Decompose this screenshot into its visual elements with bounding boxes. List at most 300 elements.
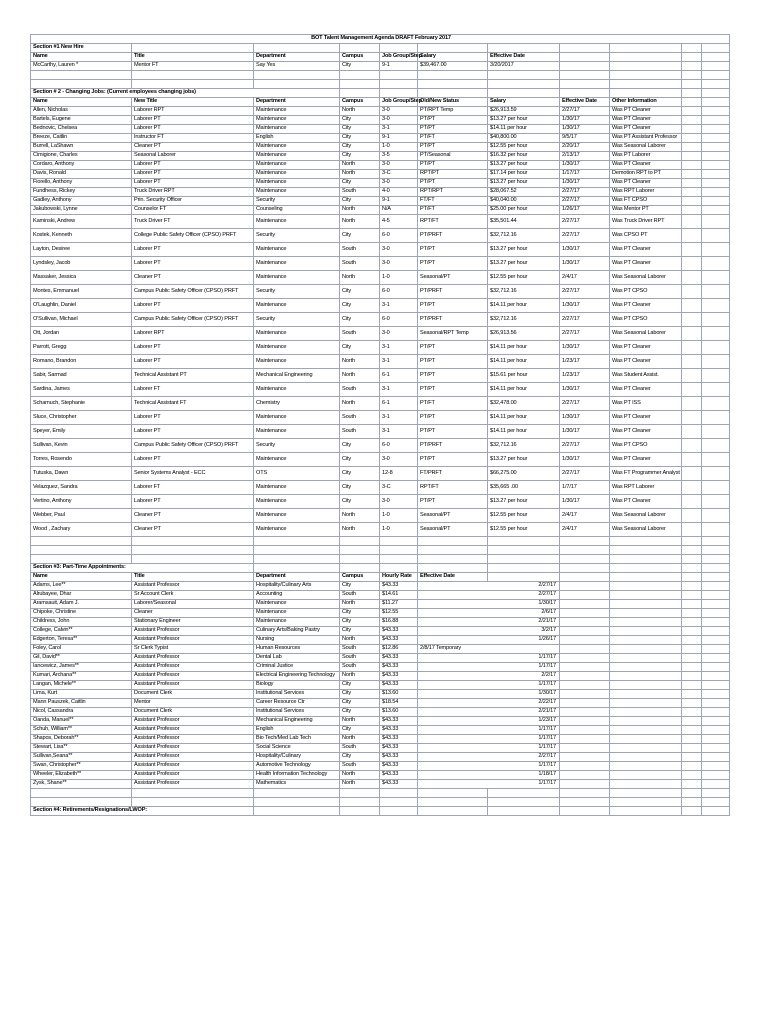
table-cell: Assistant Professor [132,762,254,771]
table-row [31,143,730,152]
table-cell: Aramsauit, Adam J. [31,600,132,609]
table-cell: City [340,62,380,71]
table-cell: 3-C [380,170,418,179]
table-cell: Maintenance [254,411,340,425]
table-cell: Allen, Nicholas [31,107,132,116]
empty-cell [610,71,682,80]
table-cell: Assistant Professor [132,627,254,636]
empty-cell [560,735,610,744]
table-cell: $35,665 .00 [488,481,560,495]
spreadsheet [30,34,729,816]
empty-cell [682,53,702,62]
empty-cell [702,600,730,609]
empty-cell [610,53,682,62]
table-cell: 2/21/17 [418,618,560,627]
table-cell: South [340,243,380,257]
table-cell: $35,501.44 [488,215,560,229]
table-cell: 1/7/17 [560,481,610,495]
table-cell: 1/30/17 [560,453,610,467]
table-cell: 3-1 [380,411,418,425]
empty-cell [488,564,560,573]
table-cell: $12.55 per hour [488,143,560,152]
table-cell: 6-0 [380,285,418,299]
empty-cell [132,555,254,564]
table-cell: Kumari, Archana** [31,672,132,681]
empty-cell [702,762,730,771]
table-cell: Laborer PT [132,341,254,355]
empty-cell [610,726,682,735]
table-cell: South [340,425,380,439]
table-cell: Dental Lab [254,654,340,663]
empty-cell [682,735,702,744]
empty-cell [610,600,682,609]
column-header: Job Group/Step [380,98,418,107]
table-cell: Maintenance [254,179,340,188]
table-row [31,453,730,467]
table-cell: Senior Systems Analyst - ECC [132,467,254,481]
table-cell: RPT/RPT [418,188,488,197]
table-row [31,299,730,313]
table-cell: Mann Pauszek, Caitlin [31,699,132,708]
table-cell: South [340,411,380,425]
table-cell: $32,478.00 [488,397,560,411]
table-cell: $32,712.16 [488,229,560,243]
empty-cell [610,753,682,762]
table-cell: Institutional Services [254,708,340,717]
table-cell: 3-0 [380,257,418,271]
table-cell: N/A [380,206,418,215]
empty-cell [254,71,340,80]
table-cell: $43.33 [380,672,418,681]
table-cell: Sardina, James [31,383,132,397]
table-cell: Maintenance [254,481,340,495]
empty-cell [702,327,730,341]
table-cell: North [340,107,380,116]
table-cell: Laborer PT [132,425,254,439]
table-cell: Lima, Kurt [31,690,132,699]
table-row [31,663,730,672]
table-cell: City [340,618,380,627]
table-cell: 2/27/17 [560,397,610,411]
table-cell: Fundhess, Rickey [31,188,132,197]
empty-cell [702,197,730,206]
empty-cell [682,537,702,546]
table-cell: $43.33 [380,753,418,762]
empty-cell [702,453,730,467]
empty-cell [610,654,682,663]
table-cell: PT/PT [418,411,488,425]
table-cell: O'Sullivan, Michael [31,313,132,327]
table-cell: City [340,609,380,618]
table-cell: Ott, Jordan [31,327,132,341]
table-cell: 1/30/17 [560,257,610,271]
empty-cell [682,453,702,467]
empty-cell [560,726,610,735]
table-cell: Health Information Technology [254,771,340,780]
table-cell: 1-0 [380,143,418,152]
empty-cell [702,89,730,98]
table-cell: Laborer PT [132,355,254,369]
empty-cell [702,152,730,161]
empty-cell [380,71,418,80]
table-cell: Chipoke, Christine [31,609,132,618]
empty-cell [682,717,702,726]
empty-cell [610,591,682,600]
empty-cell [488,546,560,555]
table-cell: Seasonal/PT [418,271,488,285]
table-cell: Assistant Professor [132,753,254,762]
table-cell: 1/17/17 [418,663,560,672]
empty-cell [682,600,702,609]
empty-cell [340,71,380,80]
table-row [31,170,730,179]
table-row [31,206,730,215]
table-cell: 1/23/17 [560,355,610,369]
empty-cell [682,690,702,699]
table-cell: RPT/PT [418,170,488,179]
column-header: Job Group/Step [380,53,418,62]
table-cell: Tutuska, Dawn [31,467,132,481]
table-cell: Jakubowski, Lynne [31,206,132,215]
table-cell: Cleaner PT [132,523,254,537]
column-header: New Title [132,98,254,107]
table-cell: Was Truck Driver RPT [610,215,682,229]
table-cell: Maintenance [254,355,340,369]
empty-cell [488,573,560,582]
blank-row [31,71,730,80]
table-cell: 2/2/17 [418,672,560,681]
table-cell: Breeze, Caitlin [31,134,132,143]
table-cell: PT/PRFT [418,229,488,243]
table-cell: Was PT Assistant Professor [610,134,682,143]
empty-cell [610,546,682,555]
table-cell: City [340,134,380,143]
empty-cell [610,789,682,798]
table-cell: Laborer PT [132,161,254,170]
empty-cell [682,313,702,327]
table-cell: PT/Seasonal [418,152,488,161]
column-header: Name [31,573,132,582]
table-cell: 2/27/17 [560,197,610,206]
table-cell: Assistant Professor [132,717,254,726]
empty-cell [610,708,682,717]
table-cell: Burrell, LaShawn [31,143,132,152]
table-cell: 12-8 [380,467,418,481]
empty-cell [380,564,418,573]
table-cell: Cleaner PT [132,271,254,285]
table-cell: $43.33 [380,663,418,672]
table-cell: 3-1 [380,355,418,369]
empty-cell [340,89,380,98]
table-cell: Seasonal/RPT Temp [418,327,488,341]
table-cell: 2/27/17 [560,439,610,453]
empty-cell [560,546,610,555]
empty-cell [682,699,702,708]
table-row [31,523,730,537]
table-row [31,618,730,627]
table-cell: 3-1 [380,425,418,439]
table-cell: $43.33 [380,771,418,780]
empty-cell [610,690,682,699]
table-cell: Assistant Professor [132,582,254,591]
empty-cell [560,681,610,690]
table-cell: Mechanical Engineering [254,369,340,383]
empty-cell [682,71,702,80]
empty-cell [682,152,702,161]
empty-cell [702,753,730,762]
table-cell: 3-0 [380,161,418,170]
table-cell: 3-0 [380,327,418,341]
empty-cell [560,645,610,654]
table-row [31,439,730,453]
table-cell: City [340,125,380,134]
empty-cell [31,71,132,80]
empty-cell [682,481,702,495]
empty-cell [610,807,682,816]
empty-cell [560,62,610,71]
empty-cell [702,798,730,807]
table-cell: Maintenance [254,243,340,257]
table-row [31,341,730,355]
empty-cell [702,509,730,523]
blank-row [31,798,730,807]
table-cell: Hospitality/Culinary Arts [254,582,340,591]
table-cell: 3-1 [380,125,418,134]
empty-cell [418,798,488,807]
table-cell: Stewart, Lisa** [31,744,132,753]
empty-cell [610,582,682,591]
table-row [31,229,730,243]
table-cell: Sr Account Clerk [132,591,254,600]
table-cell: Was PT Cleaner [610,425,682,439]
table-cell: Adams, Lee** [31,582,132,591]
table-cell: Sabir, Sarmad [31,369,132,383]
table-cell: 2/4/17 [560,523,610,537]
table-cell: City [340,285,380,299]
table-cell: 1/17/17 [418,735,560,744]
table-cell: 4-0 [380,188,418,197]
table-cell: $14.61 [380,591,418,600]
table-cell: English [254,726,340,735]
header-row [31,573,730,582]
table-row [31,591,730,600]
table-cell: Campus Public Safety Officer (CPSO) PRFT [132,313,254,327]
empty-cell [418,89,488,98]
table-cell: Document Clerk [132,690,254,699]
empty-cell [682,753,702,762]
table-cell: 2/27/17 [418,582,560,591]
table-cell: Wood , Zachary [31,523,132,537]
table-cell: Was PT Cleaner [610,243,682,257]
table-row [31,257,730,271]
empty-cell [418,564,488,573]
empty-cell [560,44,610,53]
table-cell: Oanda, Manuel** [31,717,132,726]
empty-cell [610,699,682,708]
empty-cell [702,690,730,699]
table-cell: Lyndsley, Jacob [31,257,132,271]
table-cell: Was PT Cleaner [610,411,682,425]
empty-cell [702,744,730,753]
empty-cell [682,663,702,672]
empty-cell [702,726,730,735]
table-cell: 3-1 [380,383,418,397]
empty-cell [610,798,682,807]
empty-cell [610,62,682,71]
empty-cell [682,134,702,143]
table-cell: PT/PT [418,179,488,188]
table-cell: PT/PT [418,341,488,355]
empty-cell [682,771,702,780]
table-cell: Maintenance [254,257,340,271]
empty-cell [682,355,702,369]
empty-cell [610,672,682,681]
column-header: Salary [488,98,560,107]
table-cell: Laborer PT [132,495,254,509]
empty-cell [132,537,254,546]
table-cell: $13.60 [380,708,418,717]
table-cell: Childress, John [31,618,132,627]
empty-cell [682,762,702,771]
table-cell: Was PT Cleaner [610,179,682,188]
empty-cell [682,564,702,573]
empty-cell [682,609,702,618]
table-cell: Assistant Professor [132,681,254,690]
empty-cell [560,753,610,762]
table-cell: $16.32 per hour [488,152,560,161]
table-cell: FT/PRFT [418,467,488,481]
table-cell: McCarthy, Lauren * [31,62,132,71]
empty-cell [560,663,610,672]
table-cell: 2/27/17 [418,591,560,600]
empty-cell [380,89,418,98]
empty-cell [682,789,702,798]
empty-cell [702,313,730,327]
empty-cell [682,807,702,816]
empty-cell [682,726,702,735]
empty-cell [682,107,702,116]
empty-cell [702,383,730,397]
empty-cell [702,523,730,537]
table-cell: 3-0 [380,495,418,509]
table-cell: Kaminski, Andrew [31,215,132,229]
table-cell: Sluce, Christopher [31,411,132,425]
empty-cell [254,537,340,546]
table-cell: $40,040.00 [488,197,560,206]
column-header: Campus [340,98,380,107]
empty-cell [418,789,488,798]
empty-cell [682,618,702,627]
empty-cell [254,555,340,564]
table-cell: Layton, Desiree [31,243,132,257]
table-cell: $40,800.00 [488,134,560,143]
table-cell: Was Mentor PT [610,206,682,215]
table-cell: Was PT Cleaner [610,299,682,313]
table-cell: North [340,600,380,609]
table-cell: Cleaner PT [132,509,254,523]
table-cell: North [340,215,380,229]
section-label-row [31,564,730,573]
empty-cell [702,672,730,681]
empty-cell [682,645,702,654]
empty-cell [560,690,610,699]
empty-cell [560,807,610,816]
table-row [31,215,730,229]
table-cell: $43.33 [380,735,418,744]
empty-cell [31,789,132,798]
empty-cell [560,591,610,600]
table-row [31,179,730,188]
empty-cell [702,206,730,215]
empty-cell [560,771,610,780]
table-cell: 3-0 [380,116,418,125]
empty-cell [702,573,730,582]
table-cell: 3-0 [380,453,418,467]
empty-cell [702,708,730,717]
table-cell: PT/PT [418,383,488,397]
header-row [31,53,730,62]
table-cell: 1/23/17 [560,369,610,383]
table-cell: Was Seasonal Laborer [610,143,682,152]
table-cell: PT/PT [418,243,488,257]
table-cell: 9-1 [380,197,418,206]
table-cell: Bednovic, Chelsea [31,125,132,134]
table-cell: Assistant Professor [132,744,254,753]
table-cell: 1-0 [380,509,418,523]
table-cell: Laborer FT [132,481,254,495]
empty-cell [380,798,418,807]
table-cell: 1/30/17 [560,299,610,313]
table-cell: Parrott, Gregg [31,341,132,355]
table-row [31,197,730,206]
empty-cell [682,98,702,107]
table-cell: Assistant Professor [132,654,254,663]
table-row [31,495,730,509]
column-header: Effective Date [488,53,560,62]
column-header: Other Information [610,98,682,107]
empty-cell [682,780,702,789]
table-cell: FT/FT [418,197,488,206]
empty-cell [488,789,560,798]
table-cell: 6-0 [380,229,418,243]
table-cell: Maintenance [254,215,340,229]
empty-cell [610,573,682,582]
table-cell: 1/30/17 [418,600,560,609]
table-cell: Cleaner [132,609,254,618]
table-cell: North [340,509,380,523]
table-cell: 1/18/17 [418,771,560,780]
table-cell: Was PT CPSO [610,285,682,299]
table-cell: Romano, Brandon [31,355,132,369]
empty-cell [682,708,702,717]
table-cell: 3/2/17 [418,627,560,636]
blank-row [31,546,730,555]
table-cell: $39,467.00 [418,62,488,71]
empty-cell [682,271,702,285]
empty-cell [702,618,730,627]
table-cell: North [340,636,380,645]
table-cell: Security [254,285,340,299]
table-cell: $13.27 per hour [488,257,560,271]
table-cell: Assistant Professor [132,735,254,744]
table-cell: $17.14 per hour [488,170,560,179]
sheet-title: BOT Talent Management Agenda DRAFT February 2017 [31,35,730,44]
table-cell: 1/17/17 [418,654,560,663]
empty-cell [682,439,702,453]
table-cell: 6-0 [380,313,418,327]
table-cell: Massaker, Jessica [31,271,132,285]
table-cell: Was FT Programmer Analyst [610,467,682,481]
